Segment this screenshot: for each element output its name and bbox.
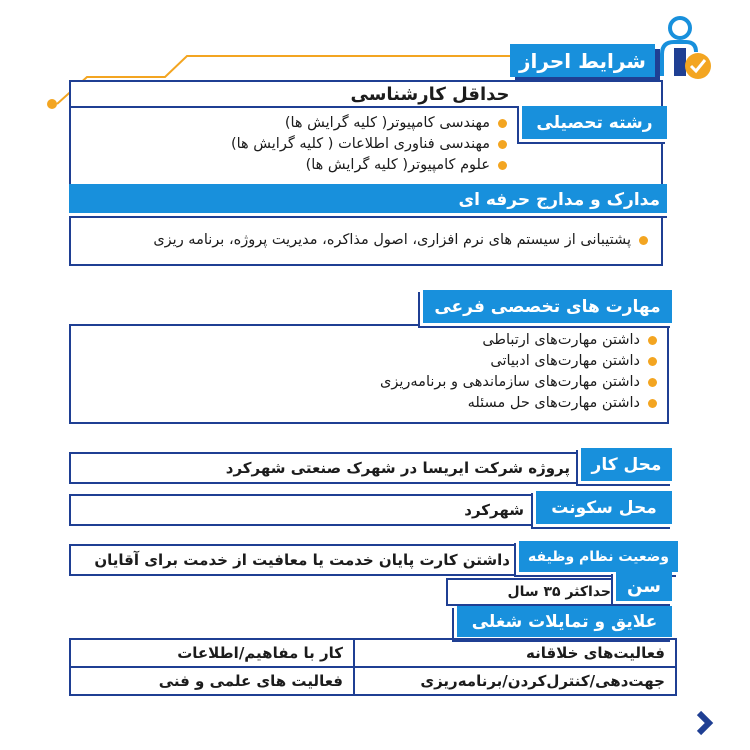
user-check-icon — [656, 14, 718, 84]
residence-value: شهرکرد — [464, 501, 524, 519]
list-item: داشتن مهارت‌های حل مسئله — [330, 393, 660, 414]
list-item: علوم کامپیوتر( کلیه گرایش ها) — [240, 155, 510, 176]
bullet-icon — [648, 378, 657, 387]
bullet-icon — [648, 357, 657, 366]
interests-table — [69, 638, 677, 696]
workplace-label: محل کار — [578, 448, 672, 484]
header — [510, 44, 660, 80]
field-of-study-label: رشته تحصیلی — [519, 106, 667, 142]
bullet-icon — [648, 336, 657, 345]
table-cell: فعالیت‌های خلاقانه — [526, 644, 665, 662]
workplace-value: پروژه شرکت ایریسا در شهرک صنعتی شهرکرد — [225, 459, 570, 477]
min-degree: حداقل کارشناسی — [350, 84, 510, 105]
certificates-label: مدارک و مدارج حرفه ای — [458, 190, 660, 210]
bullet-icon — [498, 119, 507, 128]
table-cell: کار با مفاهیم/اطلاعات — [177, 644, 343, 662]
table-cell: فعالیت های علمی و فنی — [158, 672, 343, 690]
age-label: سن — [613, 572, 672, 604]
certificates-list — [95, 230, 651, 251]
bullet-icon — [639, 236, 648, 245]
military-value: داشتن کارت پایان خدمت یا معافیت از خدمت برای آقایان — [94, 551, 510, 569]
header-title: شرایط احراز — [510, 44, 655, 77]
chevron-right-icon[interactable] — [695, 710, 715, 736]
residence-label: محل سکونت — [533, 491, 672, 527]
interests-label: علایق و تمایلات شغلی — [454, 606, 672, 640]
list-item: مهندسی فناوری اطلاعات ( کلیه گرایش ها) — [240, 134, 510, 155]
list-item: پشتیبانی از سیستم های نرم افزاری، اصول مذاکره، مدیریت پروژه، برنامه ریزی — [95, 230, 651, 251]
list-item: داشتن مهارت‌های ادبیاتی — [330, 351, 660, 372]
soft-skills-list — [330, 330, 660, 414]
bullet-icon — [498, 161, 507, 170]
bullet-icon — [498, 140, 507, 149]
list-item: داشتن مهارت‌های ارتباطی — [330, 330, 660, 351]
list-item: مهندسی کامپیوتر( کلیه گرایش ها) — [240, 113, 510, 134]
soft-skills-label: مهارت های تخصصی فرعی — [420, 290, 672, 326]
list-item: داشتن مهارت‌های سازماندهی و برنامه‌ریزی — [330, 372, 660, 393]
field-of-study-list — [230, 113, 510, 176]
table-cell: جهت‌دهی/کنترل‌کردن/برنامه‌ریزی — [420, 672, 665, 690]
age-value: حداکثر ۳۵ سال — [507, 584, 611, 600]
bullet-icon — [648, 399, 657, 408]
military-label: وضعیت نظام وظیفه — [516, 541, 678, 575]
